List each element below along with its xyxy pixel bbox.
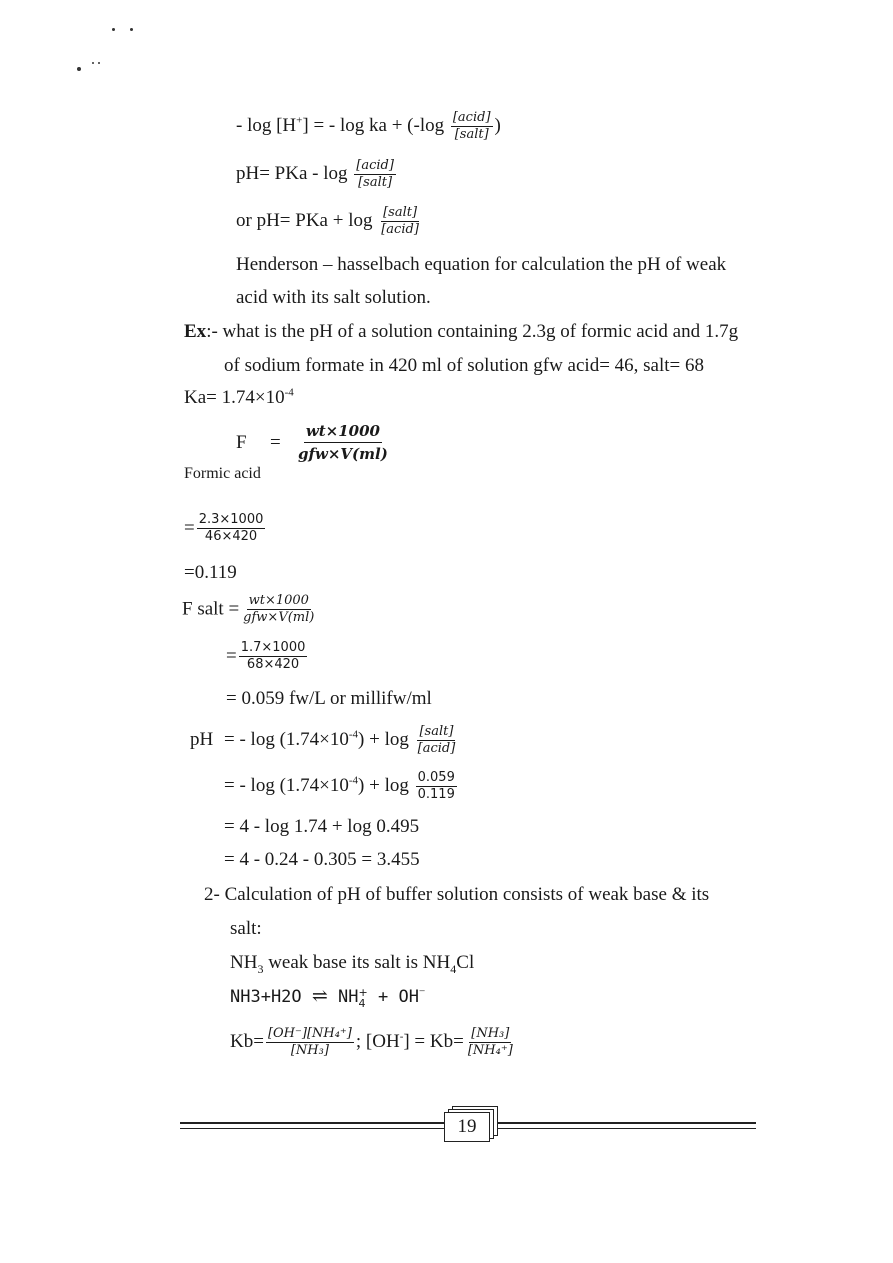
scan-speck [130,28,133,31]
result-salt: = 0.059 fw/L or millifw/ml [226,688,432,709]
scan-speck [98,62,100,64]
fraction: $\frac{wt\times 1000}{\text{gfw×V(ml)}}$ [243,593,315,625]
ph-step-4: = 4 - 0.24 - 0.305 = 3.455 [224,849,420,870]
scan-speck [77,67,81,71]
footer-rule-left [180,1122,446,1124]
fraction: $\frac{\text{[acid]}}{\text{[salt]}}$ [452,110,491,142]
section-2-heading: 2- Calculation of pH of buffer solution consists of weak base & its [204,884,710,905]
ph-step-1: pH = - $\log (1.74\times 10^{-4}) + \log$ $\frac{\text{[salt]}}{\text{[acid]}}$ [190,724,456,756]
fraction: $\frac{2.3\times 1000}{46\times 420}$ [198,512,264,544]
footer-rule-right [488,1122,756,1124]
equation-ph-minus: pH= PKa - log $\frac{\text{[acid]}}{\text{[salt]}}$ [236,158,394,190]
fraction: $\frac{\text{[salt]}}{\text{[acid]}}$ [417,724,456,756]
formic-acid-label: Formic acid [184,465,261,482]
section-2-heading: salt: [230,918,262,939]
kb-equation: Kb= $\frac{\text{[OH⁻][NH₄⁺]}}{\text{[NH₃]}}$ ; [OH-] = Kb= $\frac{\text{[NH₃]}}{\text{[NH₄⁺]}}$ [230,1026,513,1058]
fraction: $\frac{\text{[OH⁻][NH₄⁺]}}{\text{[NH₃]}}$ [267,1026,352,1058]
paragraph-line: acid with its salt solution. [236,287,431,308]
ka-value: $Ka= 1.74\times 10^{-4}$ [184,386,294,408]
fraction: $\frac{1.7\times 1000}{68\times 420}$ [240,640,306,672]
example-line: of sodium formate in 420 ml of solution gfw acid= 46, salt= 68 [224,355,705,376]
f-formula: F = $\frac{wt\times 1000}{\text{gfw×V(ml)}}$ [236,422,388,463]
example-line: Ex:- what is the pH of a solution containing 2.3g of formic acid and 1.7g [184,321,739,342]
fraction: $\frac{0.059}{0.119}$ [417,770,455,802]
footer-rule-left [180,1128,446,1129]
calc-salt: = $\frac{1.7\times 1000}{68\times 420}$ [226,640,306,672]
ph-step-2: = - $\log (1.74\times 10^{-4}) + \log$ $\frac{0.059}{0.119}$ [224,770,455,802]
fraction: $\frac{\text{[NH₃]}}{\text{[NH₄⁺]}}$ [467,1026,513,1058]
scan-speck [112,28,115,31]
nh3-statement: $NH_3$ weak base its salt is $NH_4Cl$ [230,952,475,976]
equation-ph-plus: or pH= PKa + log $\frac{\text{[salt]}}{\text{[acid]}}$ [236,205,419,237]
f-salt-formula: F salt = $\frac{wt\times 1000}{\text{gfw×V(ml)}}$ [182,593,315,625]
result-acid: =0.119 [184,562,237,583]
scan-speck [92,62,94,64]
paragraph-line: Henderson – hasselbach equation for calculation the pH of weak [236,254,727,275]
fraction: $\frac{\text{[acid]}}{\text{[salt]}}$ [356,158,394,190]
calc-acid: = $\frac{2.3\times 1000}{46\times 420}$ [184,512,264,544]
ph-step-3: = 4 - log 1.74 + log 0.495 [224,816,420,837]
footer-rule-right [488,1128,756,1129]
page-number: 19 [444,1112,490,1142]
equation-log-h: - log [H+] = - log ka + (-log $\frac{\text{[acid]}}{\text{[salt]}}$ ) [236,110,501,142]
fraction: $\frac{\text{[salt]}}{\text{[acid]}}$ [381,205,419,237]
reaction-equation: NH3+H2O ⇌ NH + 4 + OH− [230,985,426,1010]
fraction: $\frac{wt\times 1000}{\text{gfw×V(ml)}}$ [298,422,388,463]
